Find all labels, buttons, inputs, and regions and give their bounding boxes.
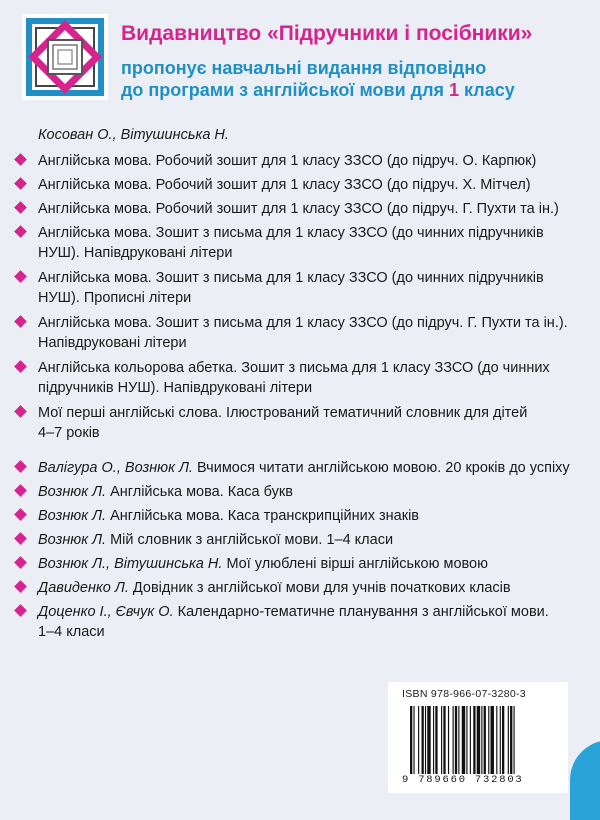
item-author: Вознюк Л. [38, 508, 107, 524]
barcode-bar [448, 706, 449, 774]
barcode-bar [453, 706, 454, 774]
barcode-bar [418, 706, 419, 774]
barcode-bar [473, 706, 475, 774]
barcode-bar [425, 706, 426, 774]
barcode-digits: 9 789660 732803 [402, 774, 524, 786]
barcode-bar [510, 706, 512, 774]
isbn-text: ISBN 978-966-07-3280-3 [402, 688, 526, 700]
diamond-bullet-icon [14, 460, 27, 473]
corner-decoration [570, 740, 600, 820]
barcode-bar [496, 706, 497, 774]
item-author: Валігура О., Вознюк Л. [38, 460, 193, 476]
diamond-bullet-icon [14, 484, 27, 497]
barcode-bar [435, 706, 437, 774]
publisher-title: Видавництво «Підручники і посібники» [121, 22, 533, 45]
publisher-logo-icon [22, 14, 108, 100]
diamond-bullet-icon [14, 405, 27, 418]
diamond-bullet-icon [14, 270, 27, 283]
group-authors: Косован О., Вітушинська Н. [38, 127, 229, 143]
diamond-bullet-icon [14, 177, 27, 190]
barcode-bar [470, 706, 471, 774]
item-author: Давиденко Л. [38, 580, 129, 596]
item-author: Доценко І., Євчук О. [38, 604, 174, 620]
barcode-bar [500, 706, 501, 774]
diamond-bullet-icon [14, 225, 27, 238]
item-author: Вознюк Л. [38, 484, 107, 500]
diamond-bullet-icon [14, 532, 27, 545]
subtitle-line-1: пропонує навчальні видання відповідно [121, 58, 487, 78]
barcode-bar [410, 706, 412, 774]
barcode-bar [491, 706, 494, 774]
barcode-bar [413, 706, 414, 774]
diamond-bullet-icon [14, 153, 27, 166]
barcode-bar [422, 706, 424, 774]
item-author: Вознюк Л. [38, 532, 107, 548]
barcode-bar [441, 706, 442, 774]
header [0, 0, 600, 118]
diamond-bullet-icon [14, 508, 27, 521]
barcode-bar [462, 706, 465, 774]
item-author: Вознюк Л., Вітушинська Н. [38, 556, 223, 572]
barcode-bar [488, 706, 489, 774]
diamond-bullet-icon [14, 556, 27, 569]
subtitle-line-2: до програми з англійської мови для 1 класу [121, 80, 515, 100]
diamond-bullet-icon [14, 201, 27, 214]
barcode-bar [455, 706, 457, 774]
barcode-bar [477, 706, 480, 774]
diamond-bullet-icon [14, 360, 27, 373]
barcode-bar [427, 706, 430, 774]
publisher-subtitle [121, 57, 515, 101]
barcode-icon [410, 706, 550, 774]
diamond-bullet-icon [14, 315, 27, 328]
barcode-bar [502, 706, 504, 774]
grade-number: 1 [449, 80, 460, 100]
barcode-bar [484, 706, 486, 774]
barcode-bar [433, 706, 434, 774]
barcode-bar [508, 706, 509, 774]
diamond-bullet-icon [14, 580, 27, 593]
barcode-bar [481, 706, 482, 774]
barcode-bar [514, 706, 515, 774]
barcode-bar [466, 706, 467, 774]
barcode-block [388, 682, 568, 793]
barcode-bar [458, 706, 459, 774]
barcode-bar [443, 706, 445, 774]
diamond-bullet-icon [14, 604, 27, 617]
